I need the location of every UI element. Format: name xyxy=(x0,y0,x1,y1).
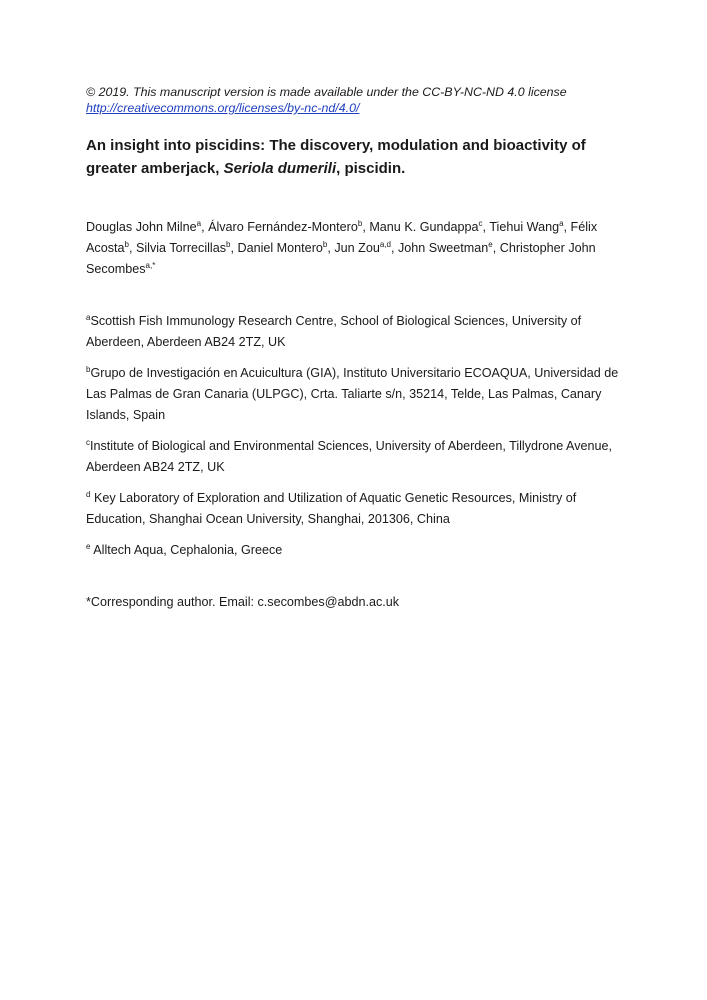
affiliation-list xyxy=(86,311,626,561)
affiliation-text: Scottish Fish Immunology Research Centre, School of Biological Sciences, University of Aberdeen, Aberdeen AB24 2TZ, UK xyxy=(86,314,582,349)
author-name: Félix Acosta xyxy=(86,220,598,255)
author-name: Silvia Torrecillas xyxy=(135,241,227,255)
title-part-2: , piscidin. xyxy=(336,160,406,177)
affiliation-key: e xyxy=(86,541,91,551)
affiliation-key: d xyxy=(86,489,91,499)
author-affiliation-marker: a,d xyxy=(379,239,391,249)
license-text: © 2019. This manuscript version is made available under the CC-BY-NC-ND 4.0 license xyxy=(86,85,567,99)
author-affiliation-marker: e xyxy=(488,239,493,249)
corresponding-author: *Corresponding author. Email: c.secombes@abdn.ac.uk xyxy=(86,595,400,609)
author-affiliation-marker: a xyxy=(196,218,202,228)
affiliation-key: a xyxy=(86,312,91,322)
author-affiliation-marker: a,* xyxy=(145,260,156,270)
affiliation-key: c xyxy=(86,437,90,447)
affiliation-item xyxy=(86,363,626,426)
manuscript-page xyxy=(86,84,626,613)
author-name: Tiehui Wang xyxy=(489,220,560,234)
title-part-1: An insight into piscidins: The discovery, modulation and bioactivity of greater amberjack, xyxy=(86,137,586,177)
affiliation-key: b xyxy=(86,364,91,374)
author-name: Manu K. Gundappa xyxy=(369,220,479,234)
affiliation-text: Institute of Biological and Environmental Sciences, University of Aberdeen, Tillydrone Avenue, Aberdeen AB24 2TZ, UK xyxy=(86,439,613,474)
affiliation-text: Key Laboratory of Exploration and Utilization of Aquatic Genetic Resources, Ministry of Education, Shanghai Ocean University, Shanghai, 201306, China xyxy=(86,491,577,526)
author-list: Douglas John Milne$^a$, Álvaro Fernández-Montero$^b$, Manu K. Gundappa$^c$, Tiehui Wang$^a$, Félix Acosta$^b$, Silvia Torrecillas$^b$, Daniel Montero$^b$, Jun Zou$^{a,d}$, John Sweetman$^e$, Christopher John Secombes$^{a,*}$ xyxy=(86,218,598,276)
author-name: John Sweetman xyxy=(397,241,489,255)
affiliation-item xyxy=(86,488,626,530)
author-name: Christopher John Secombes xyxy=(86,241,596,276)
affiliation-item xyxy=(86,311,626,353)
affiliation-text: Alltech Aqua, Cephalonia, Greece xyxy=(90,543,283,557)
paper-title xyxy=(86,134,626,180)
title-species: Seriola dumerili xyxy=(223,160,337,177)
author-affiliation-marker: c xyxy=(478,218,483,228)
author-name: Jun Zou xyxy=(334,241,380,255)
author-name: Álvaro Fernández-Montero xyxy=(208,220,358,234)
author-affiliation-marker: a xyxy=(559,218,564,228)
license-notice xyxy=(86,84,626,116)
author-affiliation-marker: b xyxy=(124,239,129,249)
author-name: Douglas John Milne xyxy=(86,220,197,234)
affiliation-text: Grupo de Investigación en Acuicultura (GIA), Instituto Universitario ECOAQUA, Universidad de Las Palmas de Gran Canaria (ULPGC), Crta. Taliarte s/n, 35214, Telde, Las Palmas, Canary Islands, Spain xyxy=(86,366,619,422)
author-affiliation-marker: b xyxy=(226,239,231,249)
affiliation-item xyxy=(86,436,626,478)
license-link[interactable]: http://creativecommons.org/licenses/by-nc-nd/4.0/ xyxy=(86,101,360,115)
author-affiliation-marker: b xyxy=(357,218,363,228)
author-affiliation-marker: b xyxy=(322,239,328,249)
author-name: Daniel Montero xyxy=(237,241,323,255)
affiliation-item xyxy=(86,540,626,561)
